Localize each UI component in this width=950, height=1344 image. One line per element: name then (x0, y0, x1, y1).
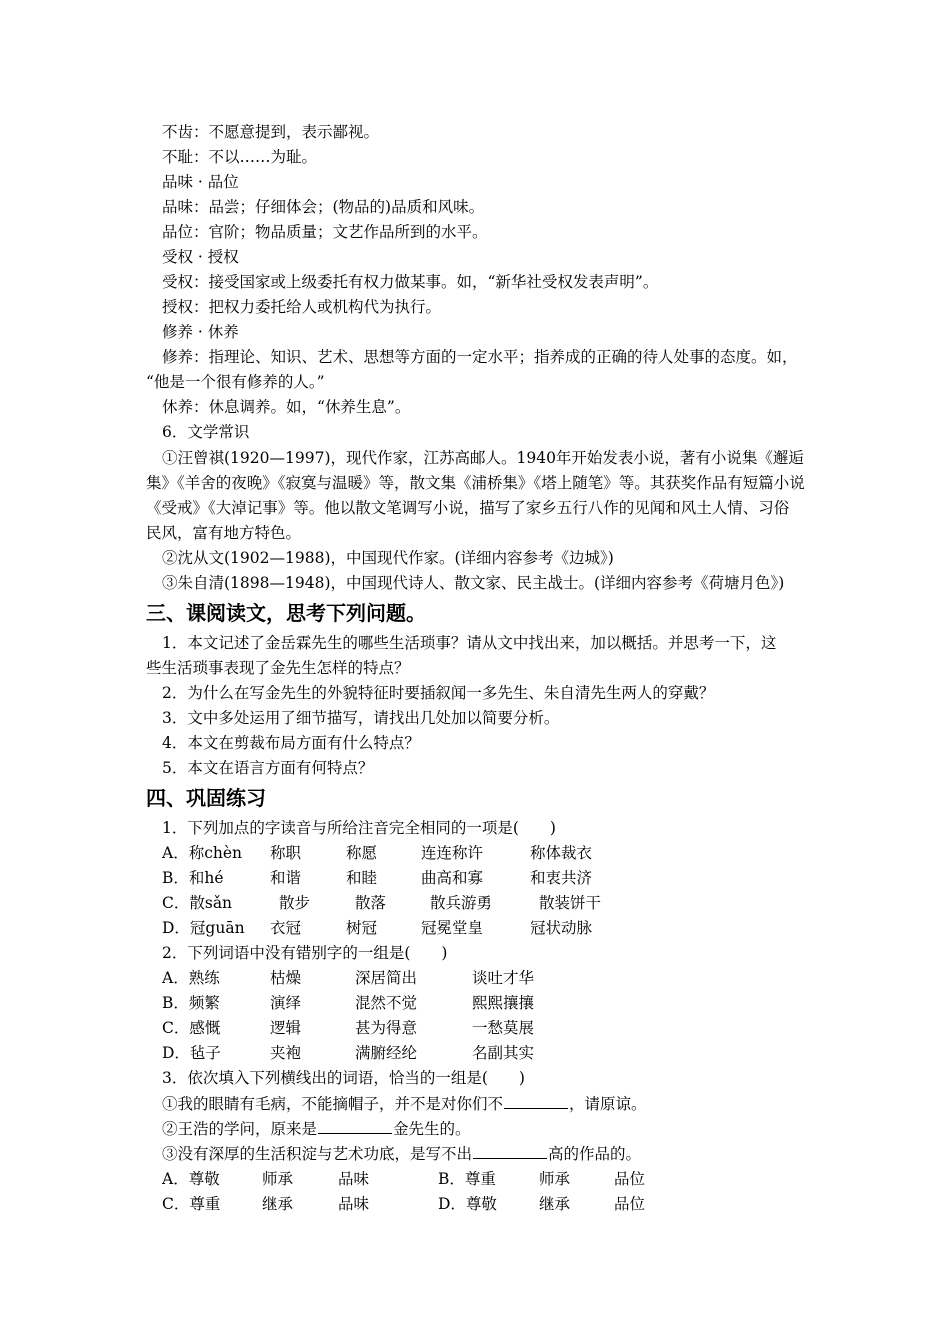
vocab-heading: 品味 · 品位 (162, 173, 239, 191)
question-line: 些生活琐事表现了金先生怎样的特点？ (146, 659, 410, 677)
option-label: D．尊敬 (438, 1195, 497, 1213)
option-word: 衣冠 (270, 919, 302, 937)
sentence-text: 高的作品的。 (548, 1145, 642, 1163)
question-line: 5．本文在语言方面有何特点？ (162, 759, 374, 777)
sentence-text: ③没有深厚的生活积淀与艺术功底，是写不出 (162, 1145, 473, 1163)
literature-line: ②沈从文(1902—1988)，中国现代作家。(详细内容参考《边城》) (162, 549, 614, 567)
vocab-heading: 修养 · 休养 (162, 323, 239, 341)
option-word: 满腑经纶 (355, 1044, 418, 1062)
vocab-line: 品味：品尝；仔细体会；(物品的)品质和风味。 (162, 198, 485, 216)
literature-line: 民风，富有地方特色。 (146, 524, 302, 542)
fill-blank (504, 1093, 568, 1109)
option-word: 和衷共济 (530, 869, 593, 887)
option-word: 品位 (614, 1170, 646, 1188)
option-word: 曲高和寡 (421, 869, 484, 887)
sentence-text: ②王浩的学问，原来是 (162, 1120, 318, 1138)
option-word: 熙熙攘攘 (472, 994, 535, 1012)
vocab-line: “他是一个很有修养的人。” (146, 373, 325, 391)
option-label: D．冠guān (162, 919, 245, 937)
option-word: 谈吐才华 (472, 969, 535, 987)
option-word: 名副其实 (472, 1044, 535, 1062)
option-word: 品位 (614, 1195, 646, 1213)
option-word: 散装饼干 (539, 894, 602, 912)
option-word: 散落 (355, 894, 387, 912)
option-word: 连连称许 (421, 844, 484, 862)
option-word: 演绎 (270, 994, 302, 1012)
option-word: 师承 (262, 1170, 294, 1188)
question-line: 2．为什么在写金先生的外貌特征时要插叙闻一多先生、朱自清先生两人的穿戴？ (162, 684, 715, 702)
vocab-heading: 受权 · 授权 (162, 248, 239, 266)
question-line: 3．文中多处运用了细节描写，请找出几处加以简要分析。 (162, 709, 560, 727)
vocab-line: 品位：官阶；物品质量；文艺作品所到的水平。 (162, 223, 488, 241)
option-word: 冠状动脉 (530, 919, 593, 937)
section-3-title: 三、课阅读文，思考下列问题。 (146, 601, 426, 625)
exercise-3-sentence-2 (162, 1118, 471, 1140)
literature-line: ③朱自清(1898—1948)，中国现代诗人、散文家、民主战士。(详细内容参考《荷塘月色》) (162, 574, 785, 592)
option-word: 冠冕堂皇 (421, 919, 484, 937)
option-word: 甚为得意 (355, 1019, 418, 1037)
option-word: 称体裁衣 (530, 844, 593, 862)
option-label: D．毡子 (162, 1044, 221, 1062)
option-label: A．称chèn (162, 844, 243, 862)
option-word: 继承 (262, 1195, 294, 1213)
question-line: 4．本文在剪裁布局方面有什么特点？ (162, 734, 420, 752)
literature-line: ①汪曾祺(1920—1997)，现代作家，江苏高邮人。1940年开始发表小说，著有小说集《邂逅 (162, 449, 804, 467)
sentence-text: ，请原谅。 (569, 1095, 647, 1113)
option-word: 继承 (539, 1195, 571, 1213)
option-word: 品味 (338, 1195, 370, 1213)
option-word: 混然不觉 (355, 994, 418, 1012)
question-line: 1．本文记述了金岳霖先生的哪些生活琐事？请从文中找出来，加以概括。并思考一下，这 (162, 634, 777, 652)
option-word: 和谐 (270, 869, 302, 887)
option-label: B．尊重 (438, 1170, 496, 1188)
vocab-line: 受权：接受国家或上级委托有权力做某事。如，“新华社受权发表声明”。 (162, 273, 659, 291)
exercise-3-sentence-3 (162, 1143, 641, 1165)
vocab-line: 不耻：不以……为耻。 (162, 148, 318, 166)
literature-line: 集》《羊舍的夜晚》《寂寞与温暖》等，散文集《浦桥集》《塔上随笔》等。其获奖作品有短篇小说 (146, 474, 805, 492)
fill-blank (473, 1143, 547, 1159)
option-label: A．尊敬 (162, 1170, 220, 1188)
option-word: 深居简出 (355, 969, 418, 987)
literature-line: 《受戒》《大淖记事》等。他以散文笔调写小说，描写了家乡五行八作的见闻和风土人情、习俗 (146, 499, 790, 517)
vocab-line: 修养：指理论、知识、艺术、思想等方面的一定水平；指养成的正确的待人处事的态度。如， (162, 348, 798, 366)
vocab-line: 授权：把权力委托给人或机构代为执行。 (162, 298, 442, 316)
option-word: 师承 (539, 1170, 571, 1188)
option-word: 和睦 (346, 869, 378, 887)
option-label: C．散sǎn (162, 894, 233, 912)
option-word: 夹袍 (270, 1044, 302, 1062)
option-label: C．尊重 (162, 1195, 221, 1213)
option-word: 树冠 (346, 919, 378, 937)
fill-blank (318, 1118, 392, 1134)
exercise-3-stem: 3．依次填入下列横线出的词语，恰当的一组是( ) (162, 1069, 525, 1087)
vocab-line: 不齿：不愿意提到，表示鄙视。 (162, 123, 380, 141)
option-word: 枯燥 (270, 969, 302, 987)
option-word: 称愿 (346, 844, 378, 862)
section-4-title: 四、巩固练习 (146, 786, 266, 810)
option-label: B．和hé (162, 869, 224, 887)
exercise-3-sentence-1 (162, 1093, 647, 1115)
option-word: 一愁莫展 (472, 1019, 535, 1037)
option-label: A．熟练 (162, 969, 220, 987)
literature-heading: 6．文学常识 (162, 423, 250, 441)
exercise-2-stem: 2．下列词语中没有错别字的一组是( ) (162, 944, 448, 962)
sentence-text: ①我的眼睛有毛病，不能摘帽子，并不是对你们不 (162, 1095, 504, 1113)
option-word: 散步 (279, 894, 311, 912)
option-word: 散兵游勇 (430, 894, 493, 912)
option-word: 品味 (338, 1170, 370, 1188)
option-label: C．感慨 (162, 1019, 221, 1037)
sentence-text: 金先生的。 (393, 1120, 471, 1138)
option-label: B．频繁 (162, 994, 220, 1012)
option-word: 逻辑 (270, 1019, 302, 1037)
vocab-line: 休养：休息调养。如，“休养生息”。 (162, 398, 411, 416)
option-word: 称职 (270, 844, 302, 862)
exercise-1-stem: 1．下列加点的字读音与所给注音完全相同的一项是( ) (162, 819, 556, 837)
